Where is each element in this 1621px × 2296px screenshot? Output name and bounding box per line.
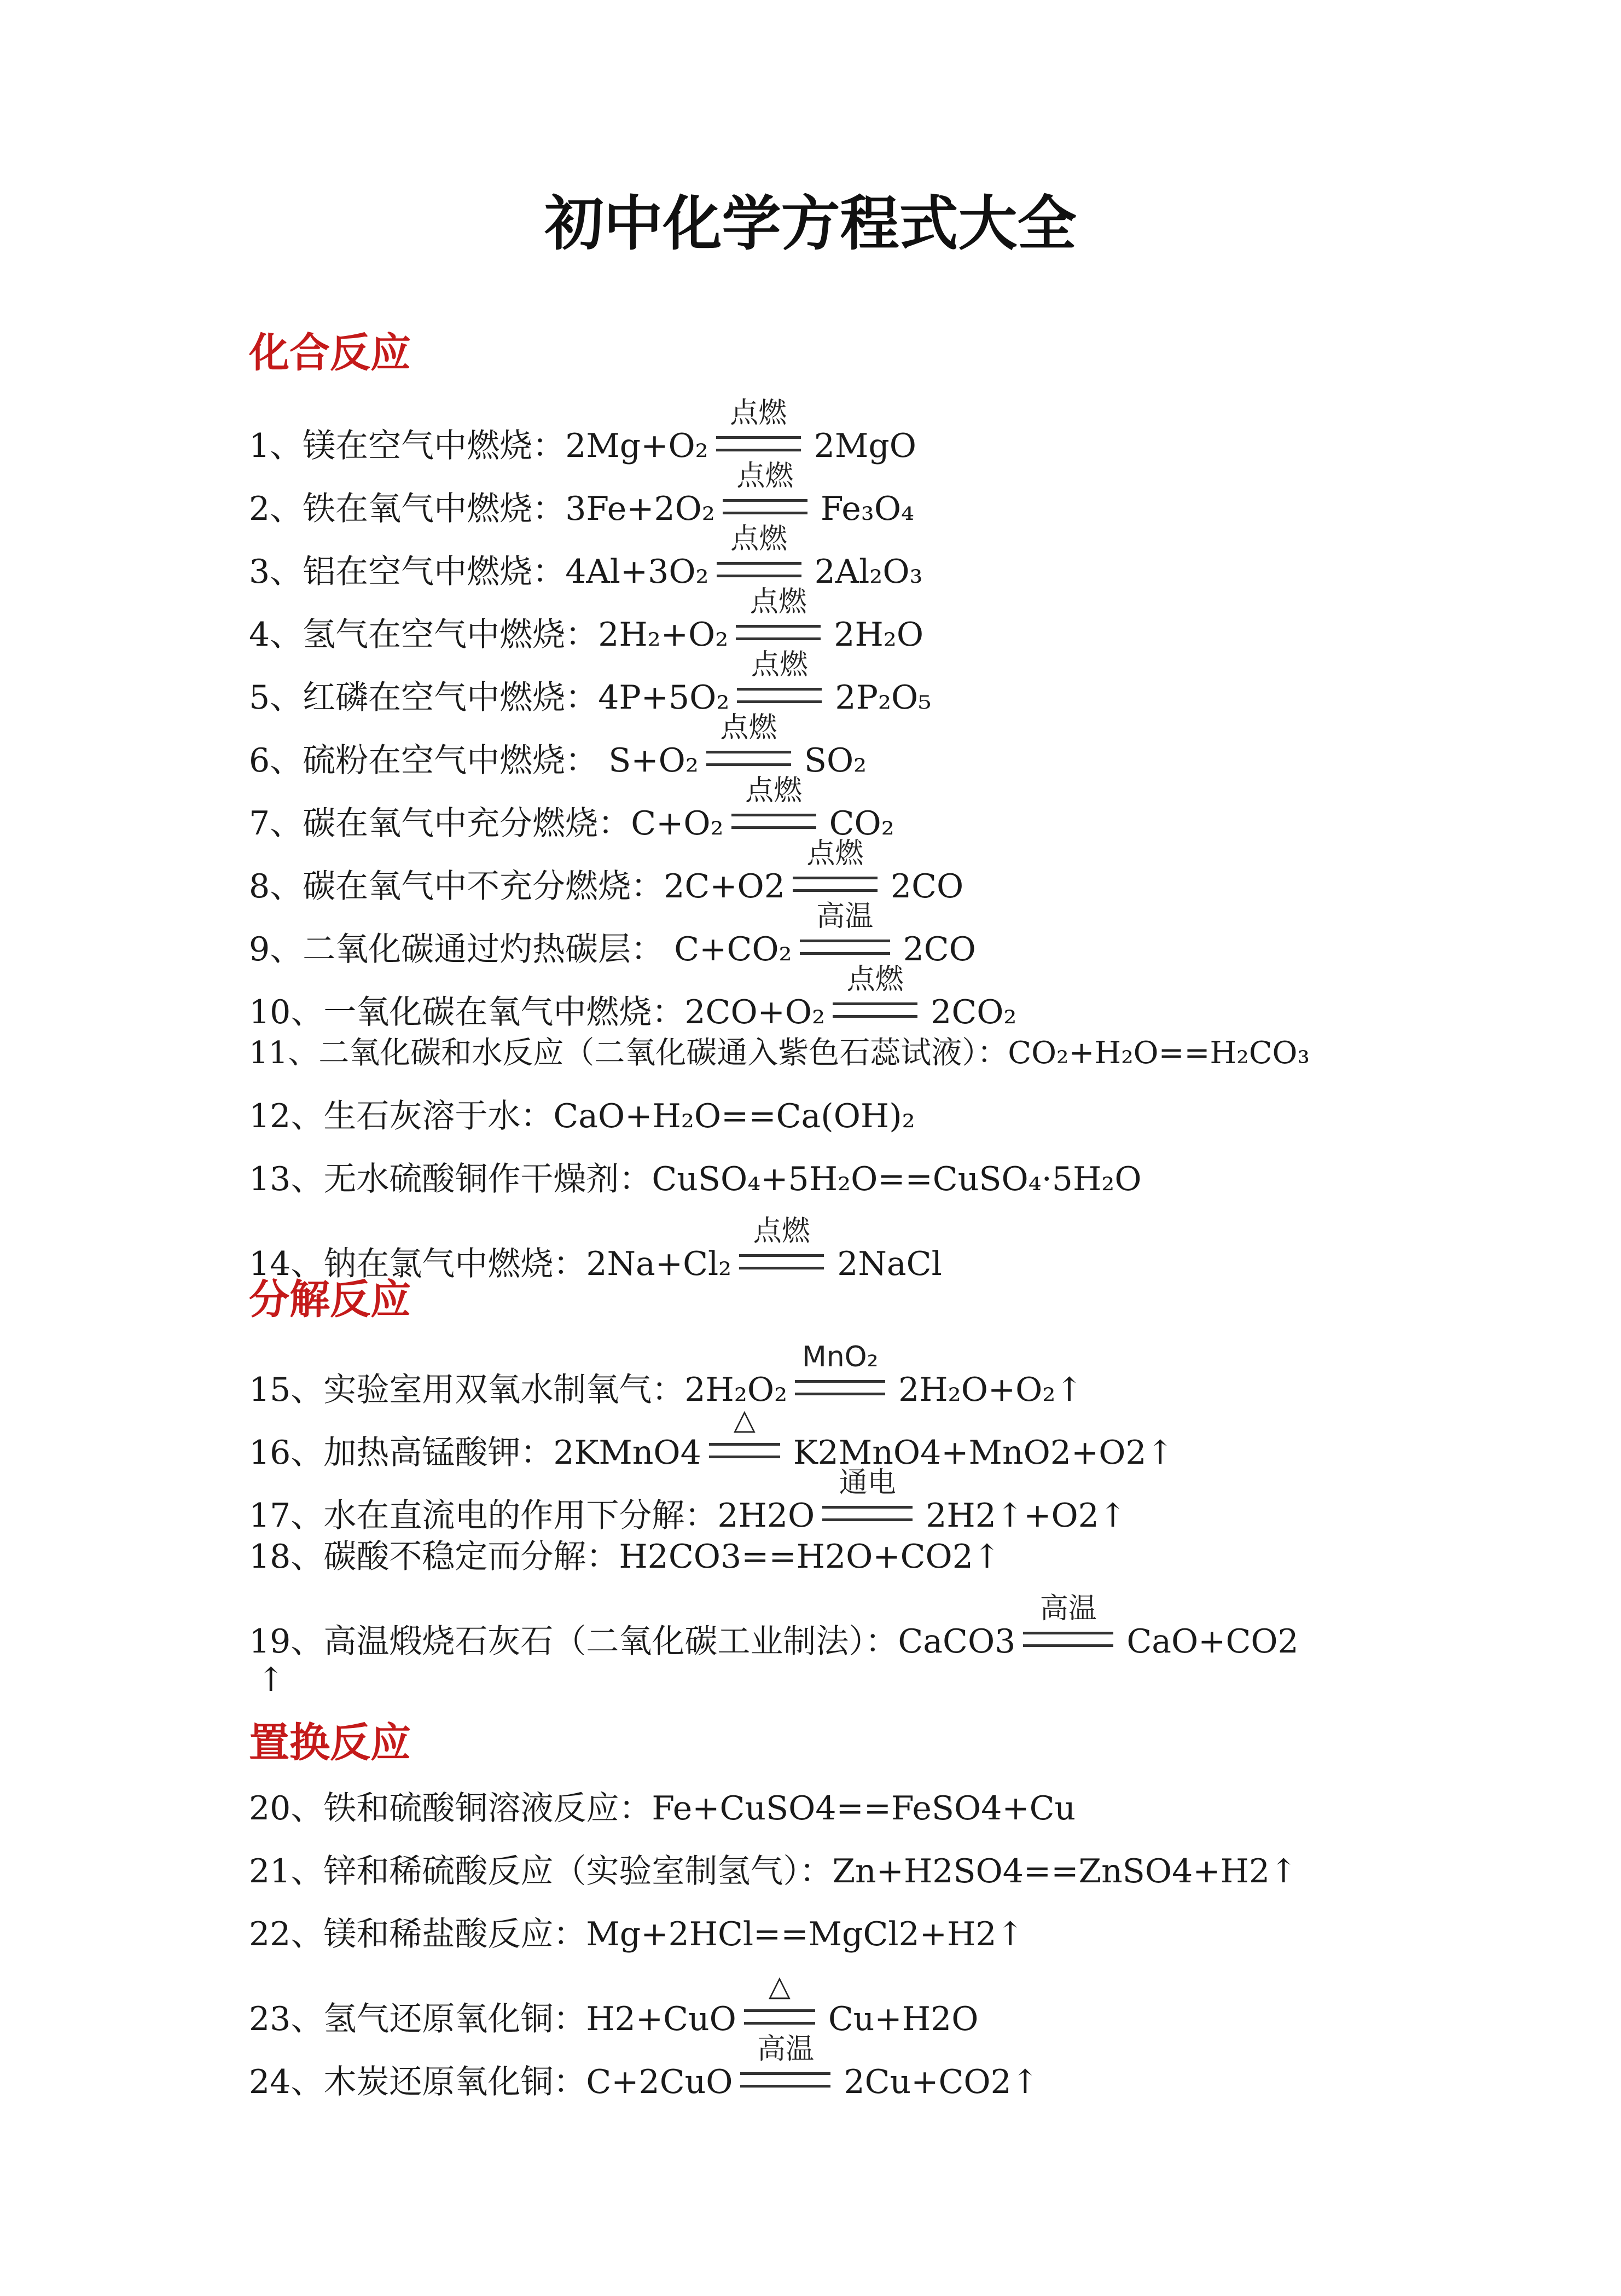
equation-reactants: CaCO3	[898, 1622, 1016, 1661]
equation-description: 3、铝在空气中燃烧：	[249, 553, 566, 591]
equation-products: CO₂	[829, 804, 894, 843]
equation-products: Cu+H2O	[828, 2000, 979, 2038]
condition-label: 点燃	[730, 397, 787, 430]
reaction-condition	[723, 460, 807, 520]
equation-products: 2NaCl	[837, 1245, 942, 1283]
equation-description: 14、钠在氯气中燃烧：	[249, 1245, 586, 1283]
reaction-condition	[706, 711, 791, 772]
equation-products: 2CO₂	[931, 993, 1017, 1031]
equation-line-19	[249, 1592, 1299, 1663]
reaction-condition	[822, 1466, 913, 1527]
equation-line-12	[249, 1094, 915, 1138]
double-bar-sign	[736, 625, 821, 640]
condition-label: 点燃	[846, 963, 904, 996]
reaction-condition	[736, 585, 821, 646]
equation-line-2	[249, 460, 915, 531]
reaction-condition	[1023, 1592, 1113, 1653]
equation-line-1	[249, 397, 916, 468]
equation-reactants: 2H₂O₂	[684, 1371, 788, 1409]
section-heading-combination: 化合反应	[249, 329, 411, 376]
equation-line-6	[249, 711, 867, 782]
condition-label: 点燃	[745, 774, 803, 807]
reaction-condition	[709, 1404, 780, 1464]
equation-reactants: 2C+O2	[664, 867, 785, 906]
double-bar-sign	[793, 877, 878, 892]
double-bar-sign	[716, 436, 801, 451]
condition-label: 点燃	[806, 837, 864, 870]
reaction-condition	[731, 774, 816, 834]
condition-label: 通电	[839, 1466, 896, 1499]
reaction-condition	[737, 648, 822, 709]
equation-reactants: 4P+5O₂	[598, 679, 730, 717]
equation-description: 6、硫粉在空气中燃烧：	[249, 741, 599, 780]
equation-text: 20、铁和硫酸铜溶液反应：Fe+CuSO4==FeSO4+Cu	[249, 1789, 1076, 1828]
equation-reactants: S+O₂	[598, 741, 699, 780]
double-bar-sign	[723, 499, 807, 514]
equation-description: 10、一氧化碳在氧气中燃烧：	[249, 993, 685, 1031]
equation-reactants: 2Mg+O₂	[565, 427, 708, 465]
equation-line-19-continued: ↑	[257, 1661, 285, 1699]
double-bar-sign	[739, 1254, 824, 1269]
equation-text: 11、二氧化碳和水反应（二氧化碳通入紫色石蕊试液）：CO₂+H₂O==H₂CO₃	[249, 1035, 1310, 1071]
equation-line-24	[249, 2033, 1039, 2104]
equation-products: 2P₂O₅	[835, 679, 932, 717]
reaction-condition	[716, 397, 801, 457]
equation-reactants: 2Na+Cl₂	[586, 1245, 732, 1283]
double-bar-sign	[795, 1380, 885, 1395]
double-bar-sign	[740, 2072, 830, 2088]
equation-text: 22、镁和稀盐酸反应：Mg+2HCl==MgCl2+H2↑	[249, 1915, 1024, 1953]
equation-reactants: C+CO₂	[664, 930, 792, 969]
equation-text: 18、碳酸不稳定而分解：H2CO3==H2O+CO2↑	[249, 1538, 1001, 1576]
equation-description: 8、碳在氧气中不充分燃烧：	[249, 867, 664, 906]
equation-line-16	[249, 1404, 1174, 1475]
condition-label: MnO₂	[801, 1341, 879, 1373]
page-title: 初中化学方程式大全	[544, 190, 1077, 258]
equation-products: 2H₂O+O₂↑	[898, 1371, 1083, 1409]
equation-line-9	[249, 900, 976, 971]
equation-products: 2H₂O	[834, 616, 924, 654]
equation-line-10	[249, 963, 1017, 1034]
equation-line-21	[249, 1849, 1297, 1893]
equation-products: 2CO	[903, 930, 976, 969]
equation-description: 19、高温煅烧石灰石（二氧化碳工业制法）：	[249, 1622, 898, 1661]
condition-label: 高温	[757, 2033, 814, 2066]
condition-label: 点燃	[753, 1215, 810, 1248]
double-bar-sign	[717, 562, 801, 577]
equation-description: 9、二氧化碳通过灼热碳层：	[249, 930, 664, 969]
condition-label: 点燃	[751, 648, 808, 681]
reaction-condition	[833, 963, 917, 1023]
equation-line-23	[249, 1970, 979, 2041]
equation-description: 15、实验室用双氧水制氧气：	[249, 1371, 685, 1409]
equation-description: 24、木炭还原氧化铜：	[249, 2063, 586, 2101]
double-bar-sign	[709, 1443, 780, 1458]
equation-line-13	[249, 1157, 1142, 1201]
heat-triangle-label: △	[768, 1970, 791, 2003]
reaction-condition	[800, 900, 890, 960]
equation-line-5	[249, 648, 932, 720]
double-bar-sign	[731, 814, 816, 829]
condition-label: 点燃	[730, 523, 788, 555]
equation-reactants: H2+CuO	[586, 2000, 736, 2038]
condition-label: 高温	[1039, 1592, 1097, 1625]
equation-products: 2CO	[890, 867, 964, 906]
equation-reactants: 2H2O	[717, 1497, 815, 1535]
equation-text: 13、无水硫酸铜作干燥剂：CuSO₄+5H₂O==CuSO₄·5H₂O	[249, 1160, 1142, 1198]
equation-description: 2、铁在氧气中燃烧：	[249, 490, 566, 528]
double-bar-sign	[800, 940, 890, 955]
equation-line-18	[249, 1535, 1001, 1579]
heat-triangle-label: △	[733, 1404, 756, 1436]
condition-label: 点燃	[720, 711, 777, 744]
condition-label: 高温	[816, 900, 874, 933]
condition-label: 点燃	[750, 585, 807, 618]
equation-reactants: 2KMnO4	[553, 1434, 701, 1472]
equation-products: 2H2↑+O2↑	[926, 1497, 1127, 1535]
reaction-condition	[717, 523, 801, 583]
equation-line-3	[249, 523, 923, 594]
equation-text: 21、锌和稀硫酸反应（实验室制氢气）：Zn+H2SO4==ZnSO4+H2↑	[249, 1852, 1298, 1891]
double-bar-sign	[737, 688, 822, 703]
double-bar-sign	[744, 2009, 815, 2025]
equation-products: Fe₃O₄	[820, 490, 915, 528]
section-heading-displacement: 置换反应	[249, 1719, 411, 1766]
reaction-condition	[795, 1341, 885, 1401]
equation-line-20	[249, 1787, 1076, 1830]
equation-products: SO₂	[804, 741, 867, 780]
double-bar-sign	[833, 1002, 917, 1018]
equation-line-8	[249, 837, 964, 908]
section-heading-decomposition: 分解反应	[249, 1276, 411, 1323]
equation-products: K2MnO4+MnO2+O2↑	[793, 1434, 1174, 1472]
equation-products: 2MgO	[814, 427, 916, 465]
equation-products: 2Cu+CO2↑	[844, 2063, 1039, 2101]
reaction-condition	[793, 837, 878, 897]
equation-line-22	[249, 1912, 1024, 1956]
equation-line-17	[249, 1466, 1127, 1538]
equation-description: 17、水在直流电的作用下分解：	[249, 1497, 718, 1535]
double-bar-sign	[822, 1506, 913, 1521]
equation-products: 2Al₂O₃	[814, 553, 923, 591]
equation-description: 4、氢气在空气中燃烧：	[249, 616, 599, 654]
equation-description: 5、红磷在空气中燃烧：	[249, 679, 599, 717]
equation-description: 23、氢气还原氧化铜：	[249, 2000, 586, 2038]
reaction-condition	[744, 1970, 815, 2030]
equation-line-11	[249, 1031, 1310, 1075]
equation-description: 1、镁在空气中燃烧：	[249, 427, 566, 465]
reaction-condition	[740, 2033, 830, 2093]
equation-line-15	[249, 1341, 1083, 1412]
equation-line-4	[249, 585, 924, 657]
reaction-condition	[739, 1215, 824, 1275]
equation-reactants: C+O₂	[631, 804, 724, 843]
double-bar-sign	[706, 751, 791, 766]
equation-line-7	[249, 774, 894, 845]
equation-products: CaO+CO2	[1126, 1622, 1299, 1661]
equation-description: 7、碳在氧气中充分燃烧：	[249, 804, 631, 843]
condition-label: 点燃	[736, 460, 794, 492]
equation-reactants: 4Al+3O₂	[565, 553, 709, 591]
equation-reactants: 2CO+O₂	[684, 993, 826, 1031]
equation-reactants: 2H₂+O₂	[598, 616, 729, 654]
equation-text: 12、生石灰溶于水：CaO+H₂O==Ca(OH)₂	[249, 1097, 915, 1135]
equation-reactants: 3Fe+2O₂	[565, 490, 715, 528]
equation-reactants: C+2CuO	[586, 2063, 733, 2101]
double-bar-sign	[1023, 1632, 1113, 1647]
equation-description: 16、加热高锰酸钾：	[249, 1434, 554, 1472]
